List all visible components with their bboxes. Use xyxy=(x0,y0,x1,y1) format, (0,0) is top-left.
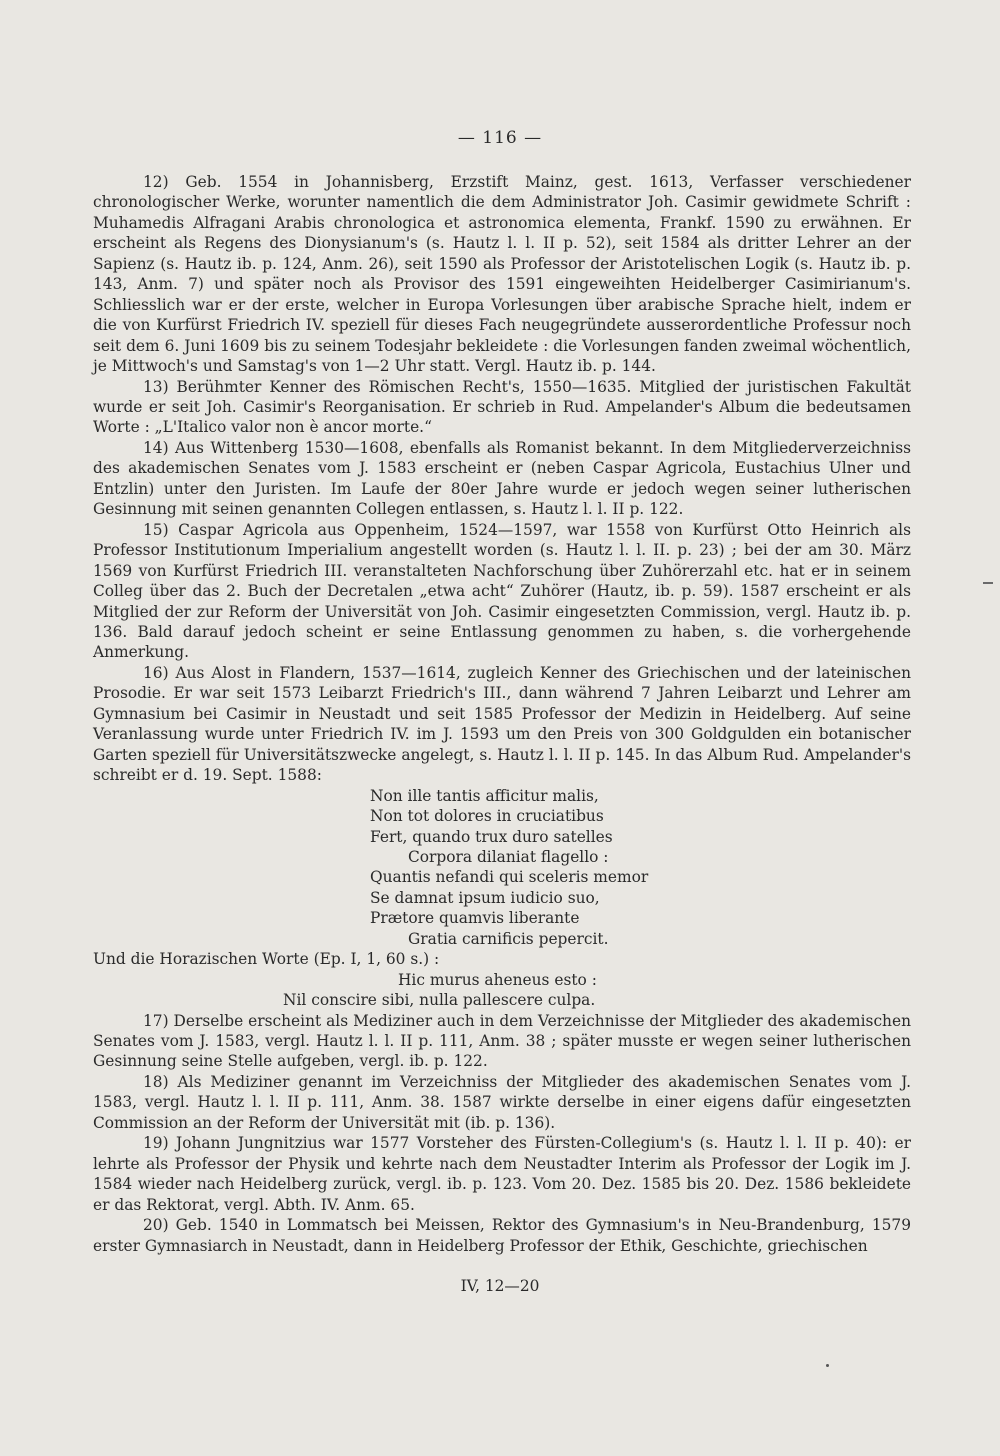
footnote-20: 20) Geb. 1540 in Lommatsch bei Meissen, Rektor des Gymnasium's in Neu-Brandenburg, 1579 erster Gymnasiarch in Neustadt, dann in Heidelberg Professor der Ethik, Geschichte, griechischen xyxy=(93,1216,911,1255)
poem-line: Fert, quando trux duro satelles xyxy=(370,827,613,846)
horace-quote xyxy=(93,970,911,1011)
footnotes-body xyxy=(93,172,911,1256)
quote-line: Hic murus aheneus esto : xyxy=(398,970,597,989)
footnote-12: 12) Geb. 1554 in Johannisberg, Erzstift Mainz, gest. 1613, Verfasser verschiedener chronologischer Werke, worunter namentlich die dem Administrator Joh. Casimir gewidmete Schrift : Muhamedis Alfragani Arabis chronologica et astronomica elementa, Frankf. 1590 zu erwähnen. Er erscheint als Regens des Dionysianum's (s. Hautz l. l. II p. 52), seit 1584 als dritter Lehrer an der Sapienz (s. Hautz ib. p. 124, Anm. 26), seit 1590 als Professor der Aristotelischen Logik (s. Hautz ib. p. 143, Anm. 7) und später noch als Provisor des 1591 eingeweihten Heidelberger Casimirianum's. Schliesslich war er der erste, welcher in Europa Vorlesungen über arabische Sprache hielt, indem er die von Kurfürst Friedrich IV. speziell für dieses Fach neugegründete ausserordentliche Professur noch seit dem 6. Juni 1609 bis zu seinem Todesjahr bekleidete : die Vorlesungen fanden zweimal wöchentlich, je Mittwoch's und Samstag's von 1—2 Uhr statt. Vergl. Hautz ib. p. 144. xyxy=(93,173,911,376)
page-number: — 116 — xyxy=(457,128,543,148)
poem-line: Non ille tantis afficitur malis, xyxy=(370,786,599,805)
horace-intro: Und die Horazischen Worte (Ep. I, 1, 60 s.) : xyxy=(93,950,440,969)
poem-line: Se damnat ipsum iudicio suo, xyxy=(370,888,600,907)
footnote-14: 14) Aus Wittenberg 1530—1608, ebenfalls als Romanist bekannt. In dem Mitgliederverzeichniss des akademischen Senates vom J. 1583 erscheint er (neben Caspar Agricola, Eustachius Ulner und Entzlin) unter den Juristen. Im Laufe der 80er Jahre wurde er jedoch wegen seiner lutherischen Gesinnung mit seinen genannten Collegen entlassen, s. Hautz l. l. II p. 122. xyxy=(93,438,911,519)
footnote-13: 13) Berühmter Kenner des Römischen Recht's, 1550—1635. Mitglied der juristischen Fakultät wurde er seit Joh. Casimir's Reorganisation. Er schrieb in Rud. Ampelander's Album die bedeutsamen Worte : „L'Italico valor non è ancor morte.“ xyxy=(93,377,911,437)
poem-line: Gratia carnificis pepercit. xyxy=(408,929,609,948)
latin-poem xyxy=(93,786,911,950)
signature-mark: IV, 12—20 xyxy=(460,1277,540,1295)
poem-line: Quantis nefandi qui sceleris memor xyxy=(370,868,649,887)
quote-line: Nil conscire sibi, nulla pallescere culpa. xyxy=(283,991,596,1010)
footnote-18: 18) Als Mediziner genannt im Verzeichniss der Mitglieder des akademischen Senates vom J. 1583, vergl. Hautz l. l. II p. 111, Anm. 38. 1587 wirkte derselbe in einer eigens dafür eingesetzten Commission an der Reform der Universität mit (ib. p. 136). xyxy=(93,1072,911,1132)
poem-line: Prætore quamvis liberante xyxy=(370,909,580,928)
footnote-19: 19) Johann Jungnitzius war 1577 Vorsteher des Fürsten-Collegium's (s. Hautz l. l. II p. 40): er lehrte als Professor der Physik und kehrte nach dem Neustadter Interim als Professor der Logik im J. 1584 wieder nach Heidelberg zurück, vergl. ib. p. 123. Vom 20. Dez. 1585 bis 20. Dez. 1586 bekleidete er das Rektorat, vergl. Abth. IV. Anm. 65. xyxy=(93,1134,911,1214)
poem-line: Corpora dilaniat flagello : xyxy=(408,847,609,866)
footnote-17: 17) Derselbe erscheint als Mediziner auch in dem Verzeichnisse der Mitglieder des akademischen Senates vom J. 1583, vergl. Hautz l. l. II p. 111, Anm. 38 ; später musste er wegen seiner lutherischen Gesinnung seine Stelle aufgeben, vergl. ib. p. 122. xyxy=(93,1011,911,1071)
margin-mark xyxy=(983,582,993,584)
footnote-16: 16) Aus Alost in Flandern, 1537—1614, zugleich Kenner des Griechischen und der lateinischen Prosodie. Er war seit 1573 Leibarzt Friedrich's III., dann während 7 Jahren Leibarzt und Lehrer am Gymnasium bei Casimir in Neustadt und seit 1585 Professor der Medizin in Heidelberg. Auf seine Veranlassung wurde unter Friedrich IV. im J. 1593 um den Preis von 300 Goldgulden ein botanischer Garten speziell für Universitätszwecke angelegt, s. Hautz l. l. II p. 145. In das Album Rud. Ampelander's schreibt er d. 19. Sept. 1588: xyxy=(93,663,911,785)
poem-line: Non tot dolores in cruciatibus xyxy=(370,807,604,826)
footnote-15: 15) Caspar Agricola aus Oppenheim, 1524—1597, war 1558 von Kurfürst Otto Heinrich als Professor Institutionum Imperialium angestellt worden (s. Hautz l. l. II. p. 23) ; bei der am 30. März 1569 von Kurfürst Friedrich III. veranstalteten Nachforschung über Zuhörerzahl etc. hat er in seinem Colleg über das 2. Buch der Decretalen „etwa acht“ Zuhörer (Hautz, ib. p. 59). 1587 erscheint er als Mitglied der zur Reform der Universität von Joh. Casimir eingesetzten Commission, vergl. Hautz ib. p. 136. Bald darauf jedoch scheint er seine Entlassung genommen zu haben, s. die vorhergehende Anmerkung. xyxy=(93,520,911,662)
paper-speck xyxy=(826,1364,829,1367)
